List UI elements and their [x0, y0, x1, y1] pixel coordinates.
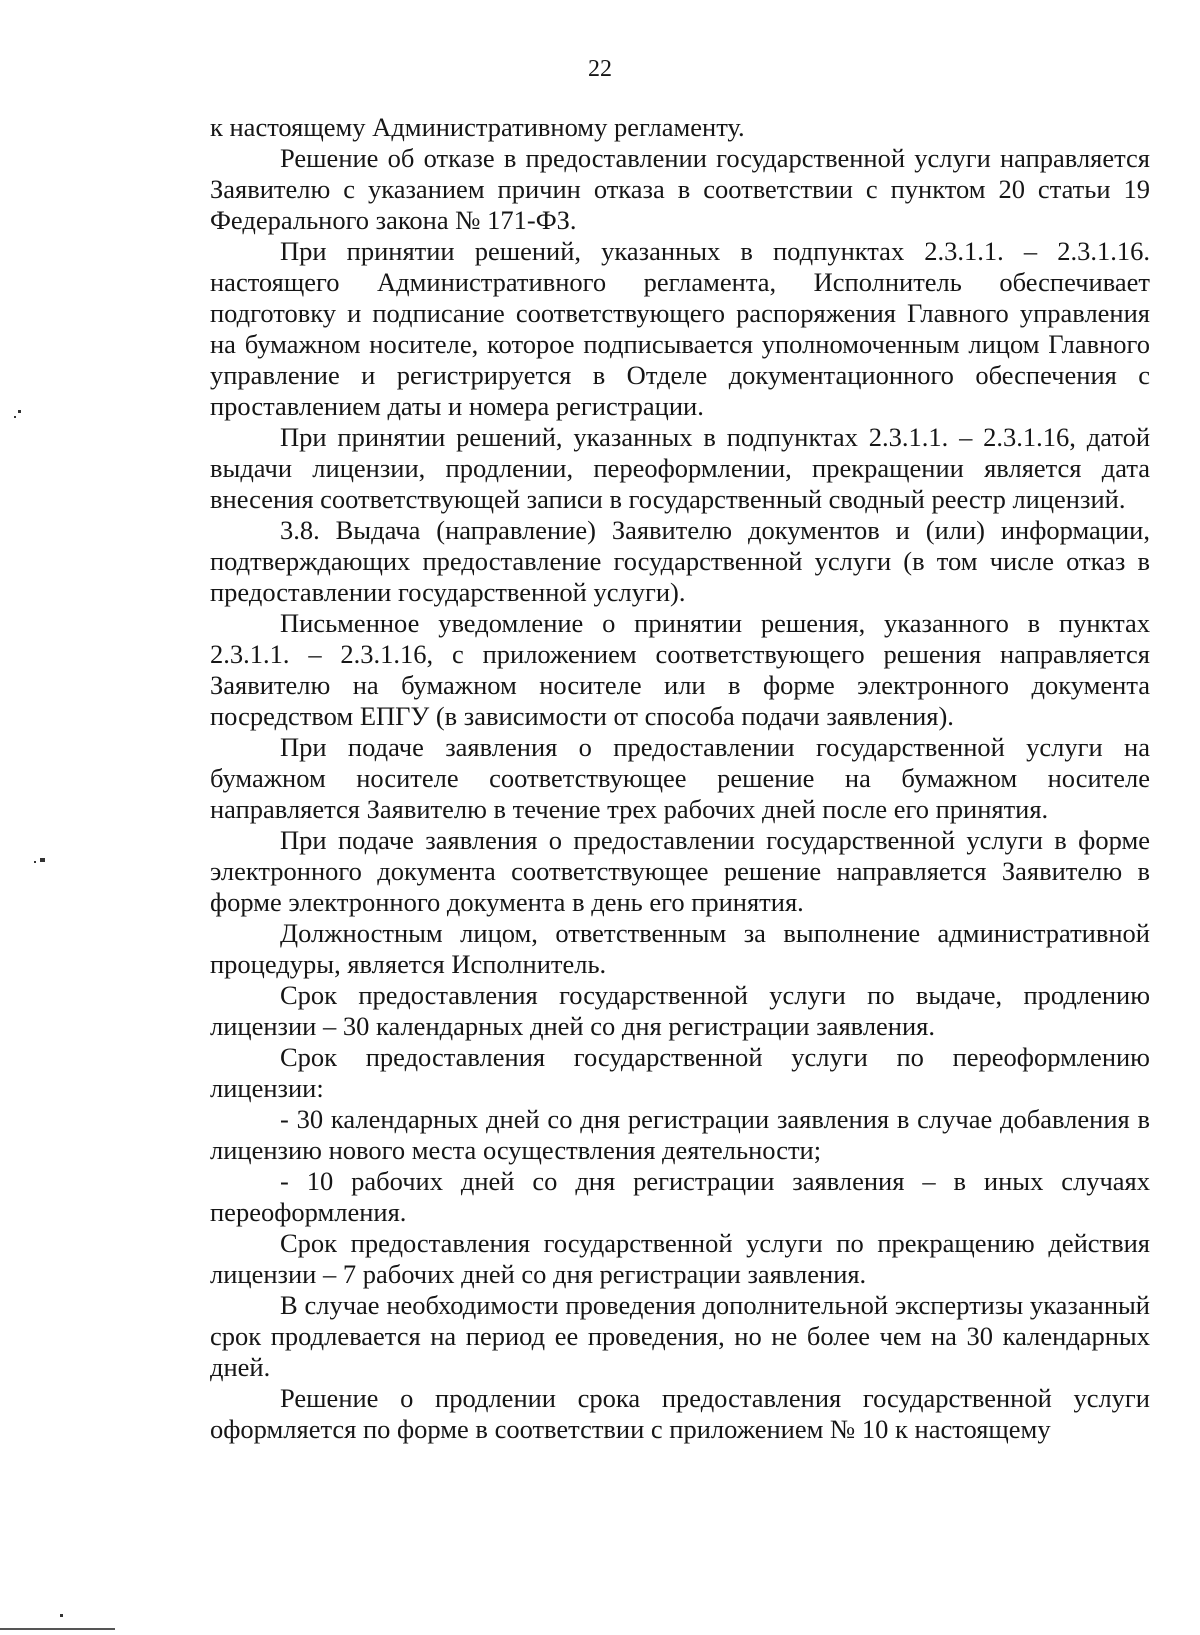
paragraph-16: Решение о продлении срока предоставления государственной услуги оформляется по форме в соответствии с приложением № 10 к настоящему — [210, 1383, 1150, 1444]
paragraph-9: Должностным лицом, ответственным за выполнение административной процедуры, является Исполнитель. — [210, 918, 1150, 979]
paragraph-1: к настоящему Административному регламенту. — [210, 112, 745, 142]
scan-speck — [14, 416, 16, 418]
paragraph-10: Срок предоставления государственной услуги по выдаче, продлению лицензии – 30 календарных дней со дня регистрации заявления. — [210, 980, 1150, 1041]
scan-speck — [60, 1614, 63, 1617]
scan-edge-line — [0, 1628, 115, 1630]
paragraph-8: При подаче заявления о предоставлении государственной услуги в форме электронного документа соответствующее решение направляется Заявителю в форме электронного документа в день его принятия. — [210, 825, 1150, 917]
paragraph-13: - 10 рабочих дней со дня регистрации заявления – в иных случаях переоформления. — [210, 1166, 1150, 1227]
paragraph-6: Письменное уведомление о принятии решения, указанного в пунктах 2.3.1.1. – 2.3.1.16, с приложением соответствующего решения направляется Заявителю на бумажном носителе или в форме электронного документа посредством ЕПГУ (в зависимости от способа подачи заявления). — [210, 608, 1150, 731]
paragraph-5: 3.8. Выдача (направление) Заявителю документов и (или) информации, подтверждающих предоставление государственной услуги (в том числе отказ в предоставлении государственной услуги). — [210, 515, 1150, 607]
paragraph-7: При подаче заявления о предоставлении государственной услуги на бумажном носителе соответствующее решение на бумажном носителе направляется Заявителю в течение трех рабочих дней после его принятия. — [210, 732, 1150, 824]
paragraph-11: Срок предоставления государственной услуги по переоформлению лицензии: — [210, 1042, 1150, 1103]
paragraph-14: Срок предоставления государственной услуги по прекращению действия лицензии – 7 рабочих дней со дня регистрации заявления. — [210, 1228, 1150, 1289]
document-body — [210, 112, 1150, 1445]
scan-speck — [18, 410, 21, 413]
paragraph-3: При принятии решений, указанных в подпунктах 2.3.1.1. – 2.3.1.16. настоящего Административного регламента, Исполнитель обеспечивает подготовку и подписание соответствующего распоряжения Главного управления на бумажном носителе, которое подписывается уполномоченным лицом Главного управление и регистрируется в Отделе документационного обеспечения с проставлением даты и номера регистрации. — [210, 236, 1150, 421]
paragraph-4: При принятии решений, указанных в подпунктах 2.3.1.1. – 2.3.1.16, датой выдачи лицензии, продлении, переоформлении, прекращении является дата внесения соответствующей записи в государственный сводный реестр лицензий. — [210, 422, 1150, 514]
paragraph-2: Решение об отказе в предоставлении государственной услуги направляется Заявителю с указанием причин отказа в соответствии с пунктом 20 статьи 19 Федерального закона № 171-ФЗ. — [210, 143, 1150, 235]
paragraph-12: - 30 календарных дней со дня регистрации заявления в случае добавления в лицензию нового места осуществления деятельности; — [210, 1104, 1150, 1165]
paragraph-15: В случае необходимости проведения дополнительной экспертизы указанный срок продлевается на период ее проведения, но не более чем на 30 календарных дней. — [210, 1290, 1150, 1382]
scan-speck — [34, 861, 36, 863]
scan-speck — [40, 858, 45, 862]
page-number: 22 — [588, 56, 612, 82]
